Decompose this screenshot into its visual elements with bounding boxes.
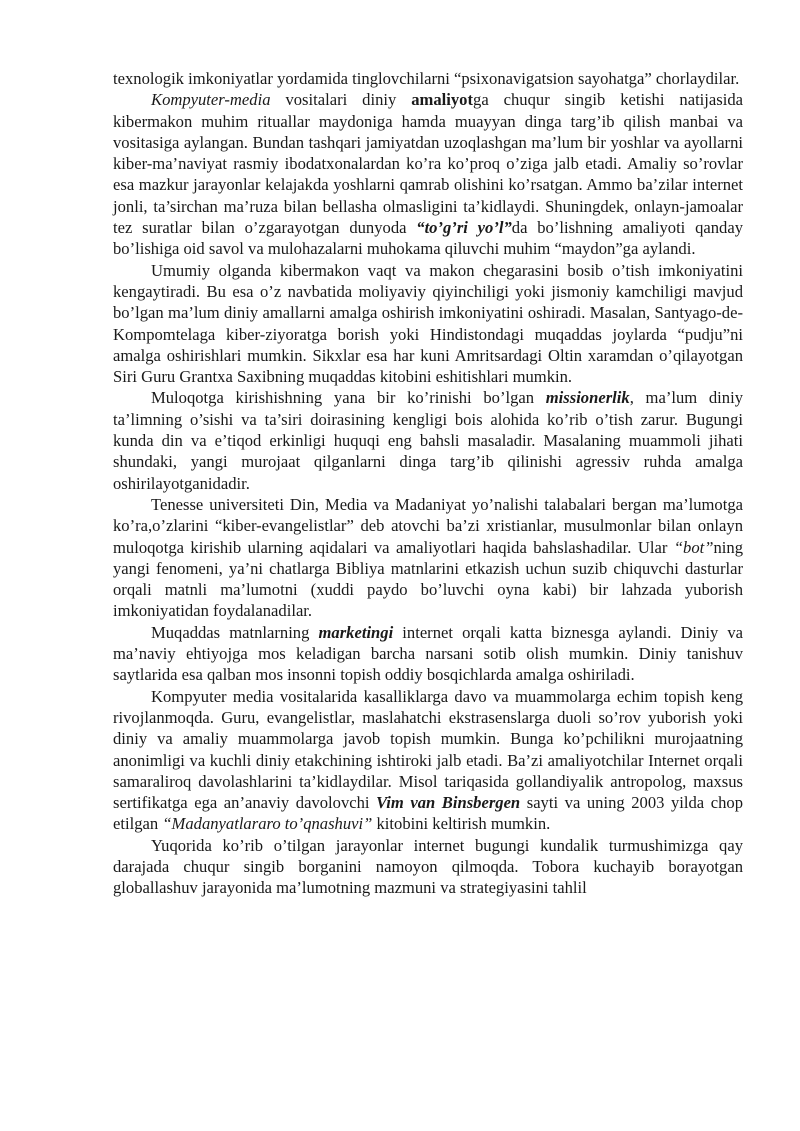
text-run: ning yangi fenomeni, ya’ni chatlarga Bibliya matnlarini etkazish uchun suzib chiquvchi dasturlar orqali matnli ma’lumotni (xuddi paydo bo’luvchi oyna kabi) bir lahzada yuborish imkoniyatidan foydalanadilar.	[113, 537, 743, 621]
text-run: internet orqali katta biznesga aylandi. Diniy va ma’naviy ehtiyojga mos keladigan barcha narsani sotib olish mumkin. Diniy tanishuv saytlarida esa qalban mos insonni topish oddiy bosqichlarda amalga oshiriladi.	[113, 622, 744, 685]
paragraph-2	[113, 89, 743, 259]
bold-italic-term: marketingi	[318, 622, 394, 642]
bold-italic-term: missionerlik	[545, 388, 630, 408]
text-run: ga chuqur singib ketishi natijasida kibermakon muhim rituallar maydoniga hamda muayyan dinga targ’ib qilish manbai va vositasiga aylangan. Bundan tashqari jamiyatdan uzoqlashgan ma’lum bir yoshlar va ayollarni kiber-ma’naviyat rasmiy ibodatxonalardan ko’ra ko’proq o’ziga jalb etadi. Amaliy so’rovlar esa mazkur jarayonlar kelajakda yoshlarni qamrab olishini ko’rsatgan. Ammo ba’zilar internet jonli, ta’sirchan ma’ruza bilan bellasha olmasligini ta’kidlaydi. Shuningdek, onlayn-jamoalar tez suratlar bilan o’zgarayotgan dunyoda	[113, 90, 743, 238]
paragraph-3	[113, 260, 743, 388]
italic-term: Kompyuter-media	[151, 90, 271, 110]
text-run: , ma’lum diniy ta’limning o’sishi va ta’siri doirasining kengligi bois alohida ko’rib o’tish zarur. Bugungi kunda din va e’tiqod erkinligi huquqi eng bahsli masaladir. Masalaning muammoli jihati shundaki, yangi murojaat qilganlarni dinga targ’ib qilinishi agressiv ruhda amalga oshirilayotganidadir.	[113, 388, 743, 493]
bold-italic-term: Vim van Binsbergen	[376, 793, 521, 813]
text-run: vositalari diniy	[270, 90, 412, 110]
bold-term: amaliyot	[411, 90, 474, 110]
text-run: texnologik imkoniyatlar yordamida tinglovchilarni “psixonavigatsion sayohatga” chorlaydilar.	[113, 69, 740, 88]
text-run: Muloqotga kirishishning yana bir ko’rinishi bo’lgan	[151, 388, 546, 408]
paragraph-7	[113, 686, 743, 835]
text-run: Umumiy olganda kibermakon vaqt va makon chegarasini bosib o’tish imkoniyatini kengaytiradi. Bu esa o’z navbatida moliyaviy qiyinchiligi yoki jismoniy kamchiligi mavjud bo’lgan ma’lum diniy amallarni amalga oshirish imkoniyatini oshiradi. Masalan, Santyago-de-Kompomtelaga kiber-ziyoratga borish yoki Hindistondagi muqaddas joylarda “pudju”ni amalga oshirishlari mumkin. Sikxlar esa har kuni Amritsardagi Oltin xaramdan o’qilayotgan Siri Guru Grantxa Saxibning muqaddas kitobini eshitishlari mumkin.	[113, 260, 743, 387]
text-run: Kompyuter media vositalarida kasalliklarga davo va muammolarga echim topish keng rivojlanmoqda. Guru, evangelistlar, maslahatchi ekstrasenslarga duoli so’rov yuborish yoki diniy va amaliy muammolarga javob topish mumkin. Bunga ko’pchilikni murojaatning anonimligi va kuchli diniy etakchining ishtiroki jalb etadi. Ba’zi amaliyotchilar Internet orqali samaraliroq davolashlarini ta’kidlaydilar. Misol tariqasida gollandiyalik antropolog, maxsus sertifikatga ega an’anaviy davolovchi	[113, 686, 743, 813]
italic-term: “bot”	[673, 537, 714, 557]
text-run: sayti va uning 2003 yilda chop etilgan	[113, 793, 743, 834]
paragraph-1	[113, 68, 743, 89]
paragraph-5	[113, 494, 743, 622]
paragraph-4	[113, 387, 743, 493]
paragraph-6	[113, 622, 743, 686]
text-run: Muqaddas matnlarning	[151, 622, 319, 642]
italic-term: “Madanyatlararo to’qnashuvi”	[162, 814, 373, 834]
text-run: kitobini keltirish mumkin.	[372, 814, 551, 834]
paragraph-8	[113, 835, 743, 899]
text-run: da bo’lishning amaliyoti qanday bo’lishiga oid savol va mulohazalarni muhokama qiluvchi muhim “maydon”ga aylandi.	[113, 218, 743, 259]
text-run: Yuqorida ko’rib o’tilgan jarayonlar internet bugungi kundalik turmushimizga qay darajada chuqur singib borganini namoyon qilmoqda. Tobora kuchayib borayotgan globallashuv jarayonida ma’lumotning mazmuni va strategiyasini tahlil	[113, 835, 743, 898]
document-page	[113, 68, 743, 899]
bold-italic-term: “to’g’ri yo’l”	[416, 218, 512, 238]
text-run: Tenesse universiteti Din, Media va Madaniyat yo’nalishi talabalari bergan ma’lumotga ko’ra,o’zlarini “kiber-evangelistlar” deb atovchi ba’zi xristianlar, musulmonlar bilan onlayn muloqotga kirishib ularning aqidalari va amaliyotlari haqida bahslashadilar. Ular	[113, 494, 743, 557]
